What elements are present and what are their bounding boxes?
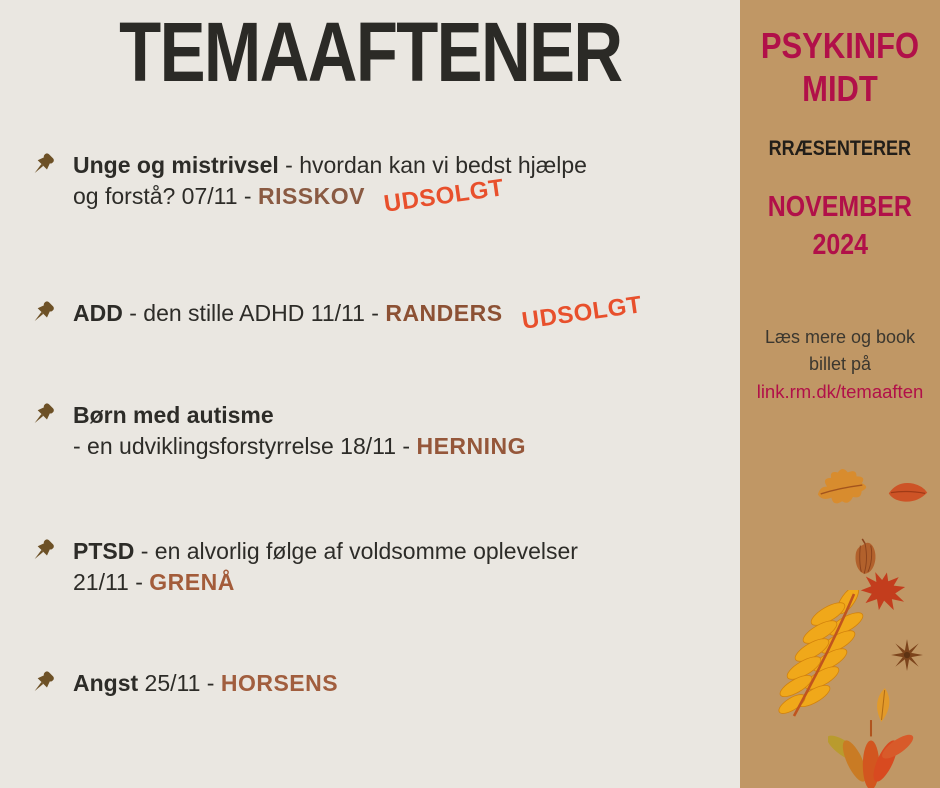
year-label [740, 226, 940, 264]
event-topic: Børn med autisme [73, 402, 274, 428]
booking-info-line2: billet på [808, 354, 872, 374]
event-topic: PTSD [73, 538, 135, 564]
soldout-badge: UDSOLGT [382, 174, 506, 218]
pushpin-icon [28, 537, 58, 571]
oak-leaf-icon [810, 458, 876, 515]
event-item-5 [28, 668, 338, 703]
presents-label-text: RRÆSENTERER [768, 137, 912, 160]
event-city: GRENÅ [149, 569, 235, 595]
event-desc: 25/11 - [138, 670, 221, 696]
pushpin-icon [28, 151, 58, 185]
booking-info-line1: Læs mere og book [764, 327, 916, 347]
event-desc: - hvordan kan vi bedst hjælpe [278, 152, 587, 178]
event-topic: Angst [73, 670, 139, 696]
pushpin-icon [28, 299, 58, 333]
event-text [73, 668, 338, 699]
event-item-1 [28, 150, 587, 218]
event-item-4 [28, 536, 578, 598]
soldout-badge: UDSOLGT [519, 291, 644, 335]
event-text [73, 400, 526, 462]
event-topic: Unge og mistrivsel [73, 152, 279, 178]
event-topic: ADD [73, 300, 123, 326]
sidebar [740, 0, 940, 788]
event-item-2 [28, 291, 644, 335]
event-desc: - en alvorlig følge af voldsomme oplevelser [134, 538, 578, 564]
rowan-leaf-icon [768, 590, 864, 722]
event-city: RISSKOV [257, 183, 365, 209]
event-desc: - den stille ADHD 11/11 - [122, 300, 386, 326]
year-text: 2024 [812, 229, 868, 261]
pushpin-icon [28, 669, 58, 703]
event-text [73, 536, 578, 598]
brand-line2-text: MIDT [802, 68, 878, 109]
event-city: RANDERS [385, 300, 503, 326]
event-date-line: og forstå? 07/11 - [73, 183, 258, 209]
small-red-leaf-icon [886, 477, 929, 508]
event-item-3 [28, 400, 526, 462]
brand-line1 [740, 24, 940, 67]
month-text: NOVEMBER [767, 191, 913, 223]
pushpin-icon [28, 401, 58, 435]
brand-line2 [740, 67, 940, 110]
brand-line1-text: PSYKINFO [760, 25, 920, 66]
event-text [73, 291, 644, 335]
month-year [740, 188, 940, 264]
event-text [73, 150, 587, 218]
page-title-text: TEMAAFTENER [118, 5, 622, 99]
brand-logo [740, 24, 940, 110]
month-label [740, 188, 940, 226]
presents-label [740, 137, 940, 161]
event-date-line: - en udviklingsforstyrrelse 18/11 - [73, 433, 417, 459]
event-city: HORSENS [220, 670, 339, 696]
booking-info [740, 324, 940, 378]
creeper-leaf-icon [828, 718, 914, 788]
event-date-line: 21/11 - [73, 569, 150, 595]
page-title [0, 4, 740, 101]
booking-link[interactable]: link.rm.dk/temaaften [756, 381, 924, 402]
event-city: HERNING [416, 433, 527, 459]
star-anise-icon [890, 638, 924, 672]
